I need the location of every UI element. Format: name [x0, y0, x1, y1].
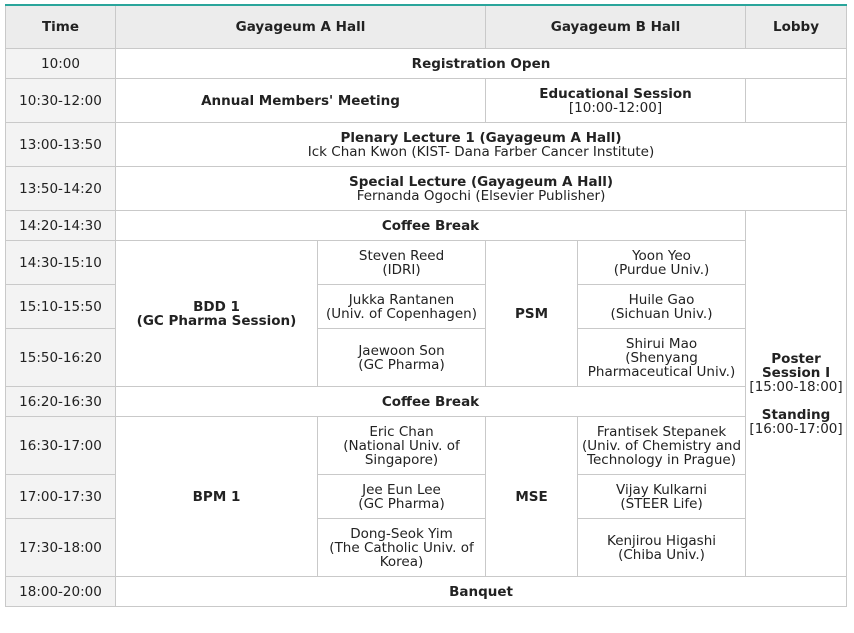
- speaker-cell: [318, 519, 486, 577]
- speaker-name: Kenjirou Higashi: [607, 532, 717, 549]
- bdd1-title: BDD 1: [193, 298, 240, 315]
- header-hall-b: Gayageum B Hall: [486, 5, 746, 49]
- plenary-lecture-speaker: Ick Chan Kwon (KIST- Dana Farber Cancer Institute): [307, 143, 655, 160]
- time-cell: 13:00-13:50: [6, 123, 116, 167]
- speaker-affiliation: (The Catholic Univ. of: [329, 539, 474, 556]
- lobby-empty-cell: [746, 79, 847, 123]
- speaker-affiliation-2: Pharmaceutical Univ.): [587, 363, 736, 380]
- speaker-cell: [318, 285, 486, 329]
- speaker-name: Eric Chan: [369, 423, 434, 440]
- coffee-break-cell: Coffee Break: [116, 387, 746, 417]
- time-cell: 17:30-18:00: [6, 519, 116, 577]
- table-row: [6, 417, 847, 475]
- table-row: [6, 577, 847, 607]
- speaker-name: Yoon Yeo: [632, 247, 691, 264]
- speaker-name: Shirui Mao: [625, 335, 698, 352]
- speaker-affiliation: (Sichuan Univ.): [610, 305, 713, 322]
- speaker-cell: [318, 475, 486, 519]
- time-cell: 10:00: [6, 49, 116, 79]
- registration-cell: Registration Open: [116, 49, 847, 79]
- standing-title: Standing: [761, 406, 831, 423]
- table-row: [6, 123, 847, 167]
- time-cell: 15:50-16:20: [6, 329, 116, 387]
- speaker-affiliation: (IDRI): [382, 261, 421, 278]
- speaker-affiliation: (National Univ. of: [343, 437, 460, 454]
- speaker-cell: [578, 417, 746, 475]
- poster-session-time: [15:00-18:00]: [749, 378, 843, 395]
- speaker-cell: [318, 329, 486, 387]
- poster-session-cell: [746, 211, 847, 577]
- speaker-affiliation: (GC Pharma): [358, 356, 445, 373]
- coffee-break-cell: Coffee Break: [116, 211, 746, 241]
- speaker-name: Frantisek Stepanek: [596, 423, 727, 440]
- bdd1-session-cell: [116, 241, 318, 387]
- speaker-name: Huile Gao: [628, 291, 695, 308]
- plenary-lecture-title: Plenary Lecture 1 (Gayageum A Hall): [340, 129, 622, 146]
- time-cell: 18:00-20:00: [6, 577, 116, 607]
- speaker-affiliation: (Univ. of Chemistry and: [582, 437, 742, 454]
- time-cell: 14:20-14:30: [6, 211, 116, 241]
- time-cell: 10:30-12:00: [6, 79, 116, 123]
- speaker-cell: [318, 241, 486, 285]
- time-cell: 17:00-17:30: [6, 475, 116, 519]
- speaker-affiliation: (Univ. of Copenhagen): [326, 305, 477, 322]
- time-cell: 16:30-17:00: [6, 417, 116, 475]
- speaker-cell: [578, 519, 746, 577]
- speaker-affiliation: (Chiba Univ.): [618, 546, 705, 563]
- special-lecture-title: Special Lecture (Gayageum A Hall): [349, 173, 613, 190]
- time-cell: 16:20-16:30: [6, 387, 116, 417]
- members-meeting-cell: Annual Members' Meeting: [116, 79, 486, 123]
- speaker-name: Vijay Kulkarni: [616, 481, 707, 498]
- psm-session-cell: PSM: [486, 241, 578, 387]
- table-row: [6, 211, 847, 241]
- speaker-affiliation-2: Singapore): [364, 451, 439, 468]
- speaker-name: Jee Eun Lee: [362, 481, 441, 498]
- speaker-cell: [578, 475, 746, 519]
- program-schedule: [5, 4, 846, 607]
- educational-session-title: Educational Session: [539, 85, 692, 102]
- standing-time: [16:00-17:00]: [749, 420, 843, 437]
- banquet-cell: Banquet: [116, 577, 847, 607]
- poster-session-title: Poster: [771, 350, 821, 367]
- table-row: [6, 49, 847, 79]
- educational-session-time: [10:00-12:00]: [568, 99, 663, 116]
- speaker-affiliation: (GC Pharma): [358, 495, 445, 512]
- speaker-name: Dong-Seok Yim: [350, 525, 453, 542]
- special-lecture-cell: [116, 167, 847, 211]
- schedule-table: [5, 4, 847, 607]
- time-cell: 14:30-15:10: [6, 241, 116, 285]
- plenary-lecture-cell: [116, 123, 847, 167]
- speaker-cell: [578, 329, 746, 387]
- header-row: [6, 5, 847, 49]
- speaker-cell: [578, 285, 746, 329]
- bdd1-subtitle: (GC Pharma Session): [136, 312, 297, 329]
- speaker-name: Steven Reed: [358, 247, 445, 264]
- bpm1-session-cell: BPM 1: [116, 417, 318, 577]
- educational-session-cell: [486, 79, 746, 123]
- speaker-affiliation: (Purdue Univ.): [613, 261, 710, 278]
- speaker-name: Jaewoon Son: [358, 342, 445, 359]
- table-row: [6, 241, 847, 285]
- speaker-cell: [318, 417, 486, 475]
- header-lobby: Lobby: [746, 5, 847, 49]
- special-lecture-speaker: Fernanda Ogochi (Elsevier Publisher): [356, 187, 606, 204]
- speaker-cell: [578, 241, 746, 285]
- header-time: Time: [6, 5, 116, 49]
- mse-session-cell: MSE: [486, 417, 578, 577]
- speaker-name: Jukka Rantanen: [348, 291, 455, 308]
- table-row: [6, 387, 847, 417]
- speaker-affiliation: (Shenyang: [625, 349, 698, 366]
- table-row: [6, 167, 847, 211]
- poster-session-title-2: Session I: [761, 364, 831, 381]
- speaker-affiliation: (STEER Life): [620, 495, 703, 512]
- speaker-affiliation-2: Korea): [379, 553, 424, 570]
- speaker-affiliation-2: Technology in Prague): [587, 451, 736, 468]
- time-cell: 13:50-14:20: [6, 167, 116, 211]
- header-hall-a: Gayageum A Hall: [116, 5, 486, 49]
- table-row: [6, 79, 847, 123]
- time-cell: 15:10-15:50: [6, 285, 116, 329]
